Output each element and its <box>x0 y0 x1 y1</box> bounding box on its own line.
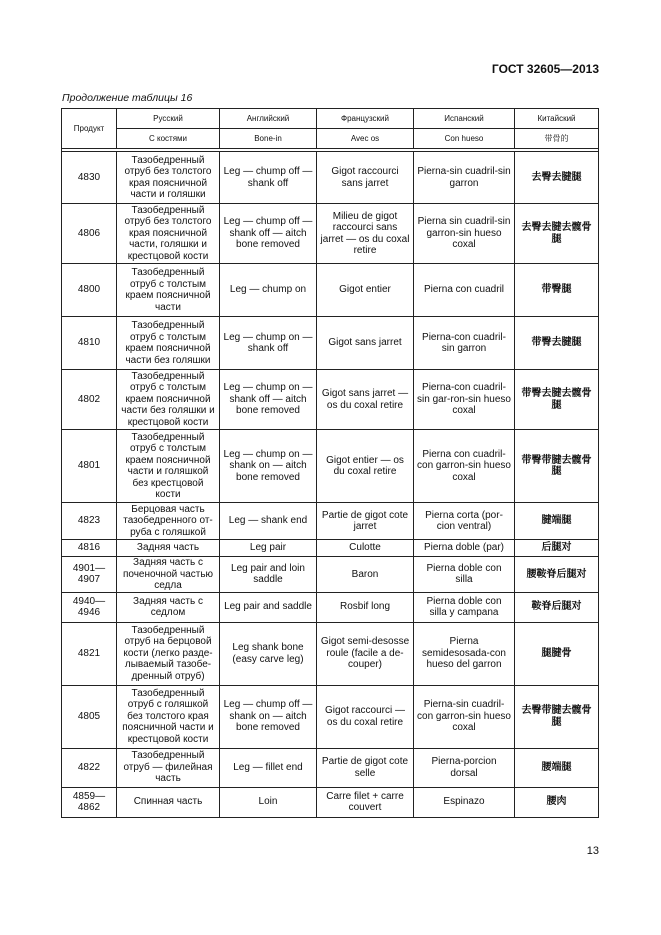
russian-cell: Тазобедренный отруб с голяшкой без толстого края поясничной части и крестцовой кости <box>117 685 220 748</box>
chinese-cell: 带臀带腱去髋骨腿 <box>515 430 599 503</box>
chinese-cell: 腰端腿 <box>515 748 599 787</box>
russian-cell: Тазобедренный отруб с толстым краем поясничной части без голяшки и крестцовой кости <box>117 370 220 430</box>
chinese-cell: 带臀去腱去髋骨腿 <box>515 370 599 430</box>
russian-cell: Задняя часть с седлом <box>117 592 220 622</box>
chinese-cell: 腿腱骨 <box>515 622 599 685</box>
product-code-cell: 4802 <box>62 370 117 430</box>
french-cell: Culotte <box>317 540 414 557</box>
header-lang-zh: Китайский <box>515 109 599 129</box>
french-cell: Gigot raccourci — os du coxal retire <box>317 685 414 748</box>
product-code-cell: 4805 <box>62 685 117 748</box>
french-cell: Gigot sans jarret — os du coxal retire <box>317 370 414 430</box>
spanish-cell: Pierna semidesosada-con hueso del garron <box>414 622 515 685</box>
english-cell: Leg shank bone (easy carve leg) <box>220 622 317 685</box>
table-row <box>62 370 599 430</box>
header-lang-fr: Французский <box>317 109 414 129</box>
table-row <box>62 748 599 787</box>
english-cell: Leg — shank end <box>220 503 317 540</box>
english-cell: Leg pair and saddle <box>220 592 317 622</box>
table-caption: Продолжение таблицы 16 <box>62 92 193 104</box>
product-table <box>61 108 599 818</box>
table-row <box>62 152 599 204</box>
product-code-cell: 4830 <box>62 152 117 204</box>
product-code-cell: 4859—4862 <box>62 787 117 817</box>
spanish-cell: Pierna-sin cuadril-con garron-sin hueso coxal <box>414 685 515 748</box>
chinese-cell: 带臀腿 <box>515 264 599 317</box>
header-sub-es: Con hueso <box>414 129 515 149</box>
product-code-cell: 4810 <box>62 317 117 370</box>
spanish-cell: Pierna doble con silla <box>414 557 515 593</box>
russian-cell: Задняя часть с поченочной частью седла <box>117 557 220 593</box>
spanish-cell: Pierna corta (por-cion ventral) <box>414 503 515 540</box>
russian-cell: Тазобедренный отруб с толстым краем поясничной части <box>117 264 220 317</box>
russian-cell: Спинная часть <box>117 787 220 817</box>
french-cell: Gigot entier <box>317 264 414 317</box>
table-row <box>62 557 599 593</box>
spanish-cell: Pierna-porcion dorsal <box>414 748 515 787</box>
header-lang-en: Английский <box>220 109 317 129</box>
french-cell: Carre filet + carre couvert <box>317 787 414 817</box>
spanish-cell: Pierna-con cuadril-sin garron <box>414 317 515 370</box>
chinese-cell: 后腿对 <box>515 540 599 557</box>
header-sub-fr: Avec os <box>317 129 414 149</box>
french-cell: Partie de gigot cote jarret <box>317 503 414 540</box>
chinese-cell: 去臀带腱去髋骨腿 <box>515 685 599 748</box>
russian-cell: Тазобедренный отруб — филейная часть <box>117 748 220 787</box>
table-row <box>62 592 599 622</box>
english-cell: Loin <box>220 787 317 817</box>
product-code-cell: 4822 <box>62 748 117 787</box>
product-code-cell: 4901—4907 <box>62 557 117 593</box>
table-row <box>62 622 599 685</box>
chinese-cell: 去臀去腱腿 <box>515 152 599 204</box>
french-cell: Rosbif long <box>317 592 414 622</box>
chinese-cell: 腱端腿 <box>515 503 599 540</box>
table-row <box>62 503 599 540</box>
russian-cell: Задняя часть <box>117 540 220 557</box>
russian-cell: Тазобедренный отруб с толстым краем поясничной части и голяшкой без крестцовой кости <box>117 430 220 503</box>
english-cell: Leg — chump off — shank on — aitch bone removed <box>220 685 317 748</box>
page-number: 13 <box>586 845 599 857</box>
chinese-cell: 带臀去腱腿 <box>515 317 599 370</box>
french-cell: Gigot entier — os du coxal retire <box>317 430 414 503</box>
product-code-cell: 4800 <box>62 264 117 317</box>
table-row <box>62 204 599 264</box>
header-sub-ru: С костями <box>117 129 220 149</box>
russian-cell: Тазобедренный отруб с толстым краем поясничной части без голяшки <box>117 317 220 370</box>
spanish-cell: Pierna con cuadril <box>414 264 515 317</box>
chinese-cell: 去臀去腱去髋骨腿 <box>515 204 599 264</box>
product-code-cell: 4816 <box>62 540 117 557</box>
header-sub-zh: 带骨的 <box>515 129 599 149</box>
russian-cell: Тазобедренный отруб без толстого края поясничной части и голяшки <box>117 152 220 204</box>
table-row <box>62 430 599 503</box>
header-row-languages <box>62 109 599 129</box>
english-cell: Leg pair <box>220 540 317 557</box>
standard-number: ГОСТ 32605—2013 <box>491 62 599 76</box>
english-cell: Leg — chump on — shank off <box>220 317 317 370</box>
russian-cell: Тазобедренный отруб без толстого края поясничной части, голяшки и крестцовой кости <box>117 204 220 264</box>
russian-cell: Тазобедренный отруб на берцовой кости (легко разде-лываемый тазобе-дренный отруб) <box>117 622 220 685</box>
header-lang-ru: Русский <box>117 109 220 129</box>
english-cell: Leg — chump on <box>220 264 317 317</box>
table-body <box>62 152 599 818</box>
english-cell: Leg — chump on — shank on — aitch bone removed <box>220 430 317 503</box>
english-cell: Leg — chump off — shank off <box>220 152 317 204</box>
french-cell: Partie de gigot cote selle <box>317 748 414 787</box>
header-sub-en: Bone-in <box>220 129 317 149</box>
product-code-cell: 4806 <box>62 204 117 264</box>
table-row <box>62 317 599 370</box>
spanish-cell: Pierna doble con silla y campana <box>414 592 515 622</box>
spanish-cell: Pierna-sin cuadril-sin garron <box>414 152 515 204</box>
english-cell: Leg — fillet end <box>220 748 317 787</box>
table-row <box>62 787 599 817</box>
product-code-cell: 4801 <box>62 430 117 503</box>
product-code-cell: 4940—4946 <box>62 592 117 622</box>
chinese-cell: 鞍脊后腿对 <box>515 592 599 622</box>
header-lang-es: Испанский <box>414 109 515 129</box>
spanish-cell: Pierna con cuadril-con garron-sin hueso coxal <box>414 430 515 503</box>
spanish-cell: Pierna-con cuadril-sin gar-ron-sin hueso coxal <box>414 370 515 430</box>
french-cell: Gigot raccourci sans jarret <box>317 152 414 204</box>
product-code-cell: 4823 <box>62 503 117 540</box>
table-row <box>62 540 599 557</box>
english-cell: Leg — chump on — shank off — aitch bone removed <box>220 370 317 430</box>
product-code-cell: 4821 <box>62 622 117 685</box>
header-product: Продукт <box>62 109 117 149</box>
table-row <box>62 685 599 748</box>
table-row <box>62 264 599 317</box>
spanish-cell: Pierna sin cuadril-sin garron-sin hueso coxal <box>414 204 515 264</box>
spanish-cell: Pierna doble (par) <box>414 540 515 557</box>
header-row-bone-in <box>62 129 599 149</box>
french-cell: Baron <box>317 557 414 593</box>
english-cell: Leg — chump off — shank off — aitch bone removed <box>220 204 317 264</box>
french-cell: Gigot semi-desosse roule (facile a de-couper) <box>317 622 414 685</box>
french-cell: Gigot sans jarret <box>317 317 414 370</box>
english-cell: Leg pair and loin saddle <box>220 557 317 593</box>
french-cell: Milieu de gigot raccourci sans jarret — os du coxal retire <box>317 204 414 264</box>
chinese-cell: 腰鞍脊后腿对 <box>515 557 599 593</box>
russian-cell: Берцовая часть тазобедренного от-руба с голяшкой <box>117 503 220 540</box>
spanish-cell: Espinazo <box>414 787 515 817</box>
chinese-cell: 腰肉 <box>515 787 599 817</box>
